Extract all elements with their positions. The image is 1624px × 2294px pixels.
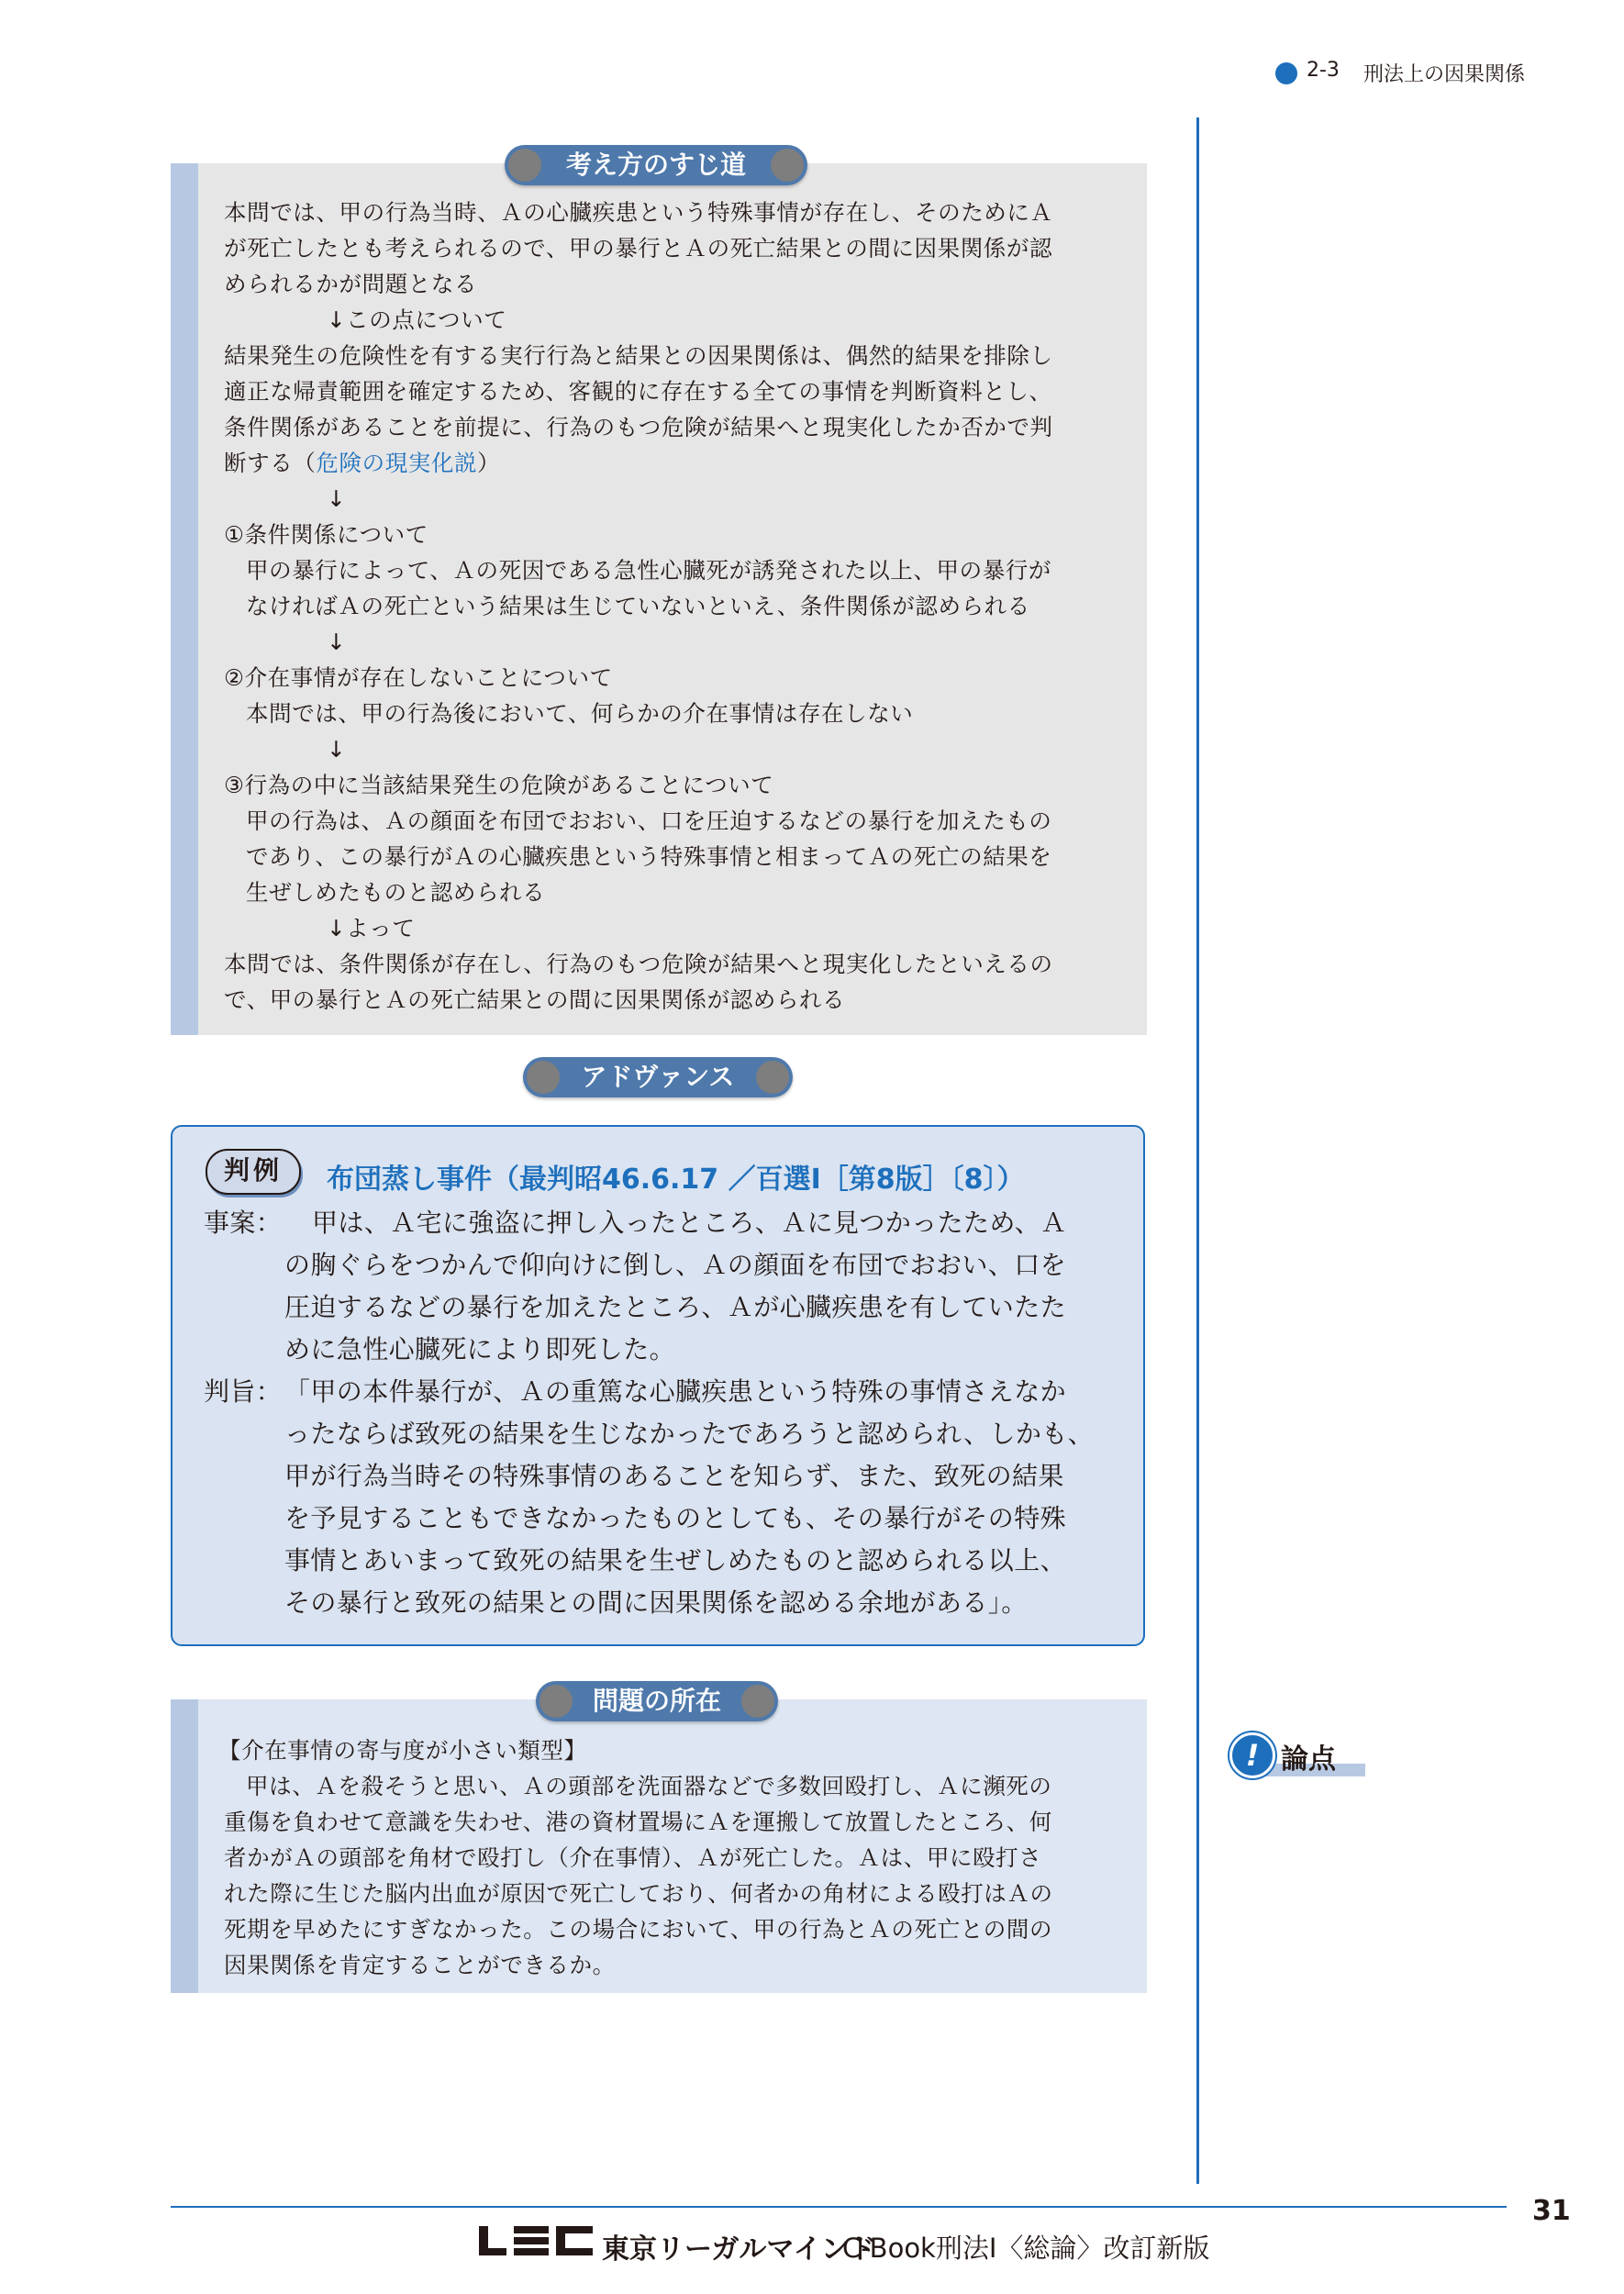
- issue-line: 者かがＡの頭部を角材で殴打し（介在事情）、Ａが死亡した。Ａは、甲に殴打さ: [224, 1844, 1042, 1871]
- box-side-bar: [171, 1699, 198, 1993]
- reasoning-arrow-line: ↓よって: [327, 915, 416, 941]
- reasoning-line: なければＡの死亡という結果は生じていないといえ、条件関係が認められる: [246, 593, 1030, 619]
- reasoning-line: められるかが問題となる: [224, 271, 478, 297]
- reasoning-line: 甲の暴行によって、Ａの死因である急性心臓死が誘発された以上、甲の暴行が: [246, 557, 1052, 584]
- pill-cap: [771, 149, 804, 182]
- footer-rule: [171, 2206, 1507, 2208]
- holding-line: 甲が行為当時その特殊事情のあることを知らず、また、致死の結果: [284, 1461, 1064, 1491]
- pill-cap: [508, 149, 541, 182]
- section-number: 2-3: [1307, 59, 1340, 82]
- step-heading: ③行為の中に当該結果発生の危険があることについて: [224, 772, 774, 798]
- reasoning-line: 甲の行為は、Ａの顔面を布団でおおい、口を圧迫するなどの暴行を加えたもの: [246, 807, 1052, 834]
- pill-cap: [756, 1061, 789, 1094]
- exclamation-icon: !: [1229, 1732, 1275, 1778]
- pill-cap: [527, 1061, 560, 1094]
- reasoning-line: 本問では、甲の行為後において、何らかの介在事情は存在しない: [246, 700, 914, 727]
- reasoning-line: 結果発生の危険性を有する実行行為と結果との因果関係は、偶然的結果を排除し: [224, 342, 1053, 369]
- box-side-bar: [171, 163, 198, 1035]
- conclusion-line: で、甲の暴行とＡの死亡結果との間に因果関係が認められる: [224, 986, 846, 1013]
- section-label-issue: [536, 1681, 778, 1721]
- holding-label: 判旨：: [204, 1376, 283, 1407]
- issue-line: 因果関係を肯定することができるか。: [224, 1952, 616, 1978]
- section-label-advance: [523, 1057, 793, 1097]
- page-number: 31: [1532, 2195, 1571, 2227]
- section-label-text: 考え方のすじ道: [565, 150, 746, 180]
- holding-line: 事情とあいまって致死の結果を生ぜしめたものと認められる以上、: [284, 1545, 1067, 1576]
- section-label-text: アドヴァンス: [581, 1062, 735, 1092]
- reasoning-line: であり、この暴行がＡの心臓疾患という特殊事情と相まってＡの死亡の結果を: [246, 843, 1052, 870]
- book-title: C-Book刑法Ⅰ〈総論〉改訂新版: [842, 2233, 1210, 2264]
- section-label-reasoning: [505, 145, 807, 185]
- fact-line: の胸ぐらをつかんで仰向けに倒し、Ａの顔面を布団でおおい、口を: [284, 1250, 1067, 1280]
- publisher-name: 東京リーガルマインド: [602, 2233, 876, 2266]
- issue-line: 死期を早めたにすぎなかった。この場合において、甲の行為とＡの死亡との間の: [224, 1916, 1053, 1943]
- reasoning-text: 断する（: [224, 450, 317, 476]
- precedent-badge: 判例: [206, 1149, 301, 1195]
- theory-highlight: 危険の現実化説: [316, 450, 478, 476]
- reasoning-line: 本問では、甲の行為当時、Ａの心臓疾患という特殊事情が存在し、そのためにＡ: [224, 199, 1053, 226]
- ronten-label: 論点: [1281, 1743, 1336, 1776]
- case-box: [171, 1125, 1145, 1646]
- margin-divider: [1196, 117, 1199, 2184]
- issue-line: 甲は、Ａを殺そうと思い、Ａの頭部を洗面器などで多数回殴打し、Ａに瀕死の: [246, 1773, 1052, 1799]
- reasoning-line: 適正な帰責範囲を確定するため、客観的に存在する全ての事情を判断資料とし、: [224, 378, 1052, 405]
- lec-logo: [477, 2224, 596, 2257]
- bullet-dot-icon: [1275, 62, 1297, 84]
- holding-line: その暴行と致死の結果との間に因果関係を認める余地がある」。: [284, 1587, 1028, 1618]
- reasoning-box: [171, 163, 1147, 1035]
- section-title: 刑法上の因果関係: [1363, 63, 1526, 86]
- reasoning-line: 条件関係があることを前提に、行為のもつ危険が結果へと現実化したか否かで判: [224, 414, 1053, 440]
- conclusion-line: 本問では、条件関係が存在し、行為のもつ危険が結果へと現実化したといえるの: [224, 951, 1053, 977]
- issue-line: れた際に生じた脳内出血が原因で死亡しており、何者かの角材による殴打はＡの: [224, 1880, 1053, 1907]
- holding-line: ったならば致死の結果を生じなかったであろうと認められ、しかも、: [284, 1419, 1095, 1449]
- fact-label: 事案：: [204, 1208, 283, 1238]
- section-label-text: 問題の所在: [592, 1686, 721, 1716]
- running-header: [1275, 55, 1587, 92]
- reasoning-arrow-line: ↓この点について: [327, 306, 507, 333]
- reasoning-line: [224, 445, 500, 481]
- step-heading: ②介在事情が存在しないことについて: [224, 664, 613, 691]
- step-heading: ①条件関係について: [224, 521, 428, 548]
- issue-box: [171, 1699, 1147, 1993]
- fact-line: 甲は、Ａ宅に強盗に押し入ったところ、Ａに見つかったため、Ａ: [312, 1208, 1067, 1238]
- holding-line: を予見することもできなかったものとしても、その暴行がその特殊: [284, 1503, 1067, 1533]
- issue-heading: 【介在事情の寄与度が小さい類型】: [218, 1737, 587, 1764]
- fact-line: めに急性心臓死により即死した。: [284, 1334, 676, 1364]
- issue-line: 重傷を負わせて意識を失わせ、港の資材置場にＡを運搬して放置したところ、何: [224, 1809, 1052, 1835]
- reasoning-line: が死亡したとも考えられるので、甲の暴行とＡの死亡結果との間に因果関係が認: [224, 235, 1053, 262]
- down-arrow: ↓: [327, 736, 347, 763]
- reasoning-line: 生ぜしめたものと認められる: [246, 879, 546, 906]
- case-title: 布団蒸し事件（最判昭46.6.17 ／百選Ⅰ［第8版］〔8〕）: [327, 1164, 1025, 1196]
- fact-line: 圧迫するなどの暴行を加えたところ、Ａが心臓疾患を有していたた: [284, 1292, 1067, 1322]
- holding-line: 「甲の本件暴行が、Ａの重篤な心臓疾患という特殊の事情さえなか: [284, 1376, 1067, 1407]
- pill-cap: [539, 1685, 573, 1718]
- margin-note-ronten: [1229, 1732, 1367, 1780]
- down-arrow: ↓: [327, 629, 347, 655]
- reasoning-text: ）: [477, 450, 501, 476]
- pill-cap: [741, 1685, 774, 1718]
- down-arrow: ↓: [327, 485, 347, 512]
